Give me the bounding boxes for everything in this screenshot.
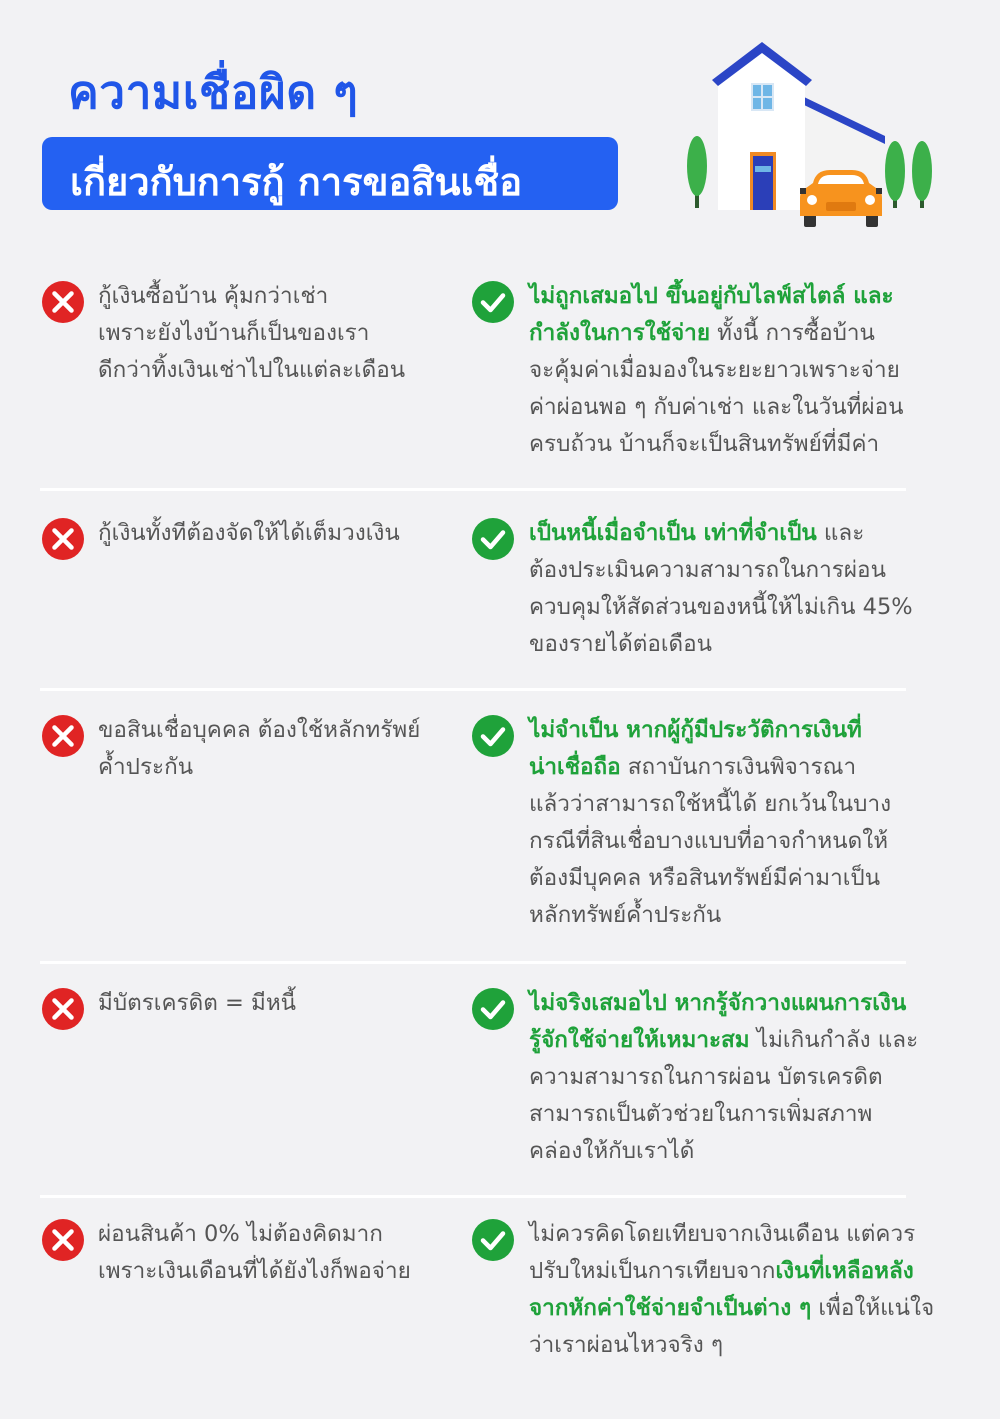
fact-line [529,1290,949,1327]
myth-text [98,1216,448,1290]
x-circle-icon [41,1218,85,1262]
fact-text [529,1216,949,1364]
fact-segment: ต้องมีบุคคล หรือสินทรัพย์มีค่ามาเป็น [529,865,881,891]
myth-line: ขอสินเชื่อบุคคล ต้องใช้หลักทรัพย์ [98,717,421,743]
fact-highlight: ไม่จำเป็น หากผู้กู้มีประวัติการเงินที่ [529,717,862,743]
fact-line [529,1216,949,1253]
fact-segment: ไม่ควรคิดโดยเทียบจากเงินเดือน แต่ควร [529,1221,916,1247]
fact-line [529,389,949,426]
fact-highlight: เงินที่เหลือหลัง [775,1258,914,1284]
myth-line: เพราะเงินเดือนที่ได้ยังไงก็พอจ่าย [98,1258,411,1284]
myth-line: กู้เงินทั้งทีต้องจัดให้ได้เต็มวงเงิน [98,520,400,546]
fact-line [529,712,949,749]
fact-line [529,589,949,626]
fact-segment: ว่าเราผ่อนไหวจริง ๆ [529,1332,724,1358]
fact-segment: คล่องให้กับเราได้ [529,1138,695,1164]
fact-segment: สถาบันการเงินพิจารณา [620,754,857,780]
fact-highlight: รู้จักใช้จ่ายให้เหมาะสม [529,1027,750,1053]
fact-text [529,515,949,663]
fact-highlight: เป็นหนี้เมื่อจำเป็น เท่าที่จำเป็น [529,520,817,546]
x-circle-icon [41,280,85,324]
myth-text [98,515,448,552]
row-divider [40,961,906,964]
fact-line [529,426,949,463]
subtitle-banner [42,137,618,210]
fact-line [529,860,949,897]
row-divider [40,488,906,491]
tree-icon [687,136,707,208]
fact-line [529,1253,949,1290]
myth-line: มีบัตรเครดิต = มีหนี้ [98,990,297,1016]
myth-line: ดีกว่าทิ้งเงินเช่าไปในแต่ละเดือน [98,357,406,383]
fact-segment: ควบคุมให้สัดส่วนของหนี้ให้ไม่เกิน 45% [529,594,913,620]
fact-segment: ไม่เกินกำลัง และ [749,1027,919,1053]
fact-text [529,278,949,463]
fact-segment: ของรายได้ต่อเดือน [529,631,713,657]
fact-segment: ค่าผ่อนพอ ๆ กับค่าเช่า และในวันที่ผ่อน [529,394,904,420]
check-circle-icon [471,714,515,758]
fact-line [529,749,949,786]
fact-segment: หลักทรัพย์ค้ำประกัน [529,902,722,928]
fact-segment: จะคุ้มค่าเมื่อมองในระยะยาวเพราะจ่าย [529,357,900,383]
fact-text [529,712,949,934]
page-title: ความเชื่อผิด ๆ [68,65,359,119]
fact-segment: และ [816,520,865,546]
fact-segment: ปรับใหม่เป็นการเทียบจาก [529,1258,776,1284]
check-circle-icon [471,987,515,1031]
fact-highlight: ไม่จริงเสมอไป หากรู้จักวางแผนการเงิน [529,990,907,1016]
fact-highlight: ไม่ถูกเสมอไป ขึ้นอยู่กับไลฟ์สไตล์ และ [529,283,894,309]
fact-line [529,1096,949,1133]
fact-segment: ความสามารถในการผ่อน บัตรเครดิต [529,1064,883,1090]
fact-line [529,786,949,823]
fact-segment: สามารถเป็นตัวช่วยในการเพิ่มสภาพ [529,1101,873,1127]
fact-line [529,897,949,934]
x-circle-icon [41,714,85,758]
fact-line [529,1022,949,1059]
myth-line: เพราะยังไงบ้านก็เป็นของเรา [98,320,370,346]
fact-line [529,985,949,1022]
myth-line: ผ่อนสินค้า 0% ไม่ต้องคิดมาก [98,1221,383,1247]
fact-line [529,823,949,860]
check-circle-icon [471,280,515,324]
fact-line [529,515,949,552]
fact-highlight: น่าเชื่อถือ [529,754,621,780]
myth-text [98,278,448,389]
row-divider [40,688,906,691]
fact-line [529,1327,949,1364]
fact-text [529,985,949,1170]
fact-highlight: กำลังในการใช้จ่าย [529,320,710,346]
fact-line [529,352,949,389]
check-circle-icon [471,517,515,561]
tree-icon [912,141,932,208]
check-circle-icon [471,1218,515,1262]
fact-line [529,1059,949,1096]
page-subtitle: เกี่ยวกับการกู้ การขอสินเชื่อ [70,160,523,204]
x-circle-icon [41,517,85,561]
fact-line [529,315,949,352]
fact-line [529,552,949,589]
fact-highlight: จากหักค่าใช้จ่ายจำเป็นต่าง ๆ [529,1295,812,1321]
tree-icon [885,141,905,208]
myth-line: กู้เงินซื้อบ้าน คุ้มกว่าเช่า [98,283,329,309]
fact-segment: เพื่อให้แน่ใจ [811,1295,935,1321]
fact-segment: ครบถ้วน บ้านก็จะเป็นสินทรัพย์ที่มีค่า [529,431,880,457]
row-divider [40,1195,906,1198]
x-circle-icon [41,987,85,1031]
fact-segment: กรณีที่สินเชื่อบางแบบที่อาจกำหนดให้ [529,828,889,854]
myth-line: ค้ำประกัน [98,754,194,780]
myth-text [98,985,448,1022]
fact-line [529,1133,949,1170]
fact-segment: แล้วว่าสามารถใช้หนี้ได้ ยกเว้นในบาง [529,791,892,817]
myth-text [98,712,448,786]
house-car-illustration [680,38,940,238]
fact-line [529,626,949,663]
fact-segment: ต้องประเมินความสามารถในการผ่อน [529,557,886,583]
fact-segment: ทั้งนี้ การซื้อบ้าน [710,320,875,346]
fact-line [529,278,949,315]
